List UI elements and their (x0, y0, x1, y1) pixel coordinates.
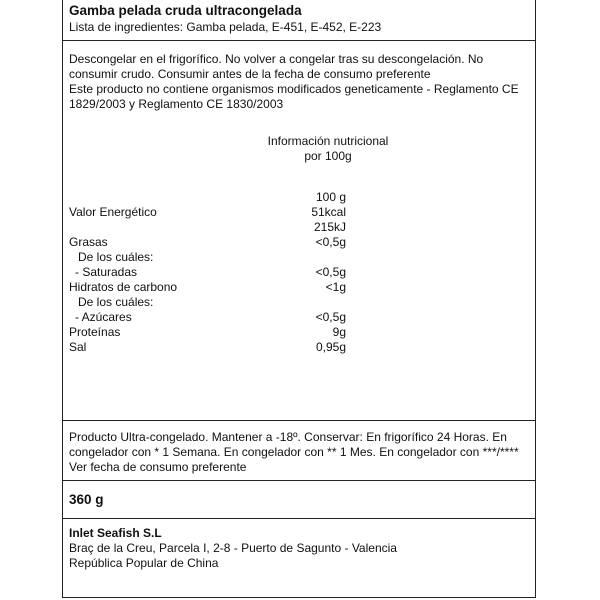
nutrient-value: 0,95g (315, 340, 346, 354)
company-address: Braç de la Creu, Parcela I, 2-8 - Puerto de Sagunto - Valencia (69, 541, 397, 555)
product-title: Gamba pelada cruda ultracongelada (69, 3, 302, 18)
nutrition-column-header (63, 190, 535, 205)
nutrient-label: Valor Energético (69, 205, 157, 219)
nutrition-row (63, 265, 535, 280)
nutrient-value: <0,5g (315, 265, 346, 279)
nutrient-value: 9g (332, 325, 346, 339)
nutrient-value: 215kJ (313, 220, 346, 234)
nutrition-row (63, 325, 535, 340)
column-header-value: 100 g (315, 190, 346, 204)
nutrient-label: - Saturadas (75, 265, 138, 279)
nutrition-row (63, 280, 535, 295)
nutrition-row (63, 340, 535, 355)
nutrient-value: <0,5g (315, 310, 346, 324)
nutrient-value: <1g (325, 280, 346, 294)
nutrition-row (63, 235, 535, 250)
nutrient-label: De los cuáles: (78, 250, 154, 264)
nutrition-heading-line1: Información nutricional (267, 134, 389, 148)
nutrient-label: Grasas (69, 235, 108, 249)
divider (63, 518, 535, 519)
gmo-statement: Este producto no contiene organismos modificados geneticamente - Reglamento CE 1829/2003 y Reglamento CE 1830/2003 (69, 82, 519, 111)
divider (63, 420, 535, 421)
nutrient-label: Sal (69, 340, 87, 354)
nutrition-row (63, 250, 535, 265)
nutrition-heading (263, 134, 393, 164)
nutrient-label: De los cuáles: (78, 295, 154, 309)
nutrient-value: 51kcal (311, 205, 346, 219)
nutrient-value: <0,5g (315, 235, 346, 249)
storage-instructions: Descongelar en el frigorífico. No volver a congelar tras su descongelación. No consumir crudo. Consumir antes de la fecha de consumo preferente (69, 52, 484, 81)
nutrient-label: - Azúcares (75, 310, 132, 324)
company-country: República Popular de China (69, 556, 219, 570)
nutrition-row (63, 310, 535, 325)
nutrient-label: Proteínas (69, 325, 121, 339)
nutrition-row (63, 295, 535, 310)
conservation-instructions: Producto Ultra-congelado. Mantener a -18º. Conservar: En frigorífico 24 Horas. En congelador con * 1 Semana. En congelador con ** 1 Mes. En congelador con ***/**** Ver fecha de consumo preferente (69, 430, 519, 474)
nutrient-label: Hidratos de carbono (69, 280, 178, 294)
ingredients-list: Lista de ingredientes: Gamba pelada, E-451, E-452, E-223 (69, 20, 382, 34)
net-weight: 360 g (69, 492, 104, 507)
nutrition-row (63, 205, 535, 220)
nutrition-row (63, 220, 535, 235)
divider (63, 480, 535, 481)
label-frame (62, 0, 536, 598)
divider (63, 40, 535, 41)
nutrition-heading-line2: por 100g (304, 149, 352, 163)
company-name: Inlet Seafish S.L (69, 526, 162, 540)
